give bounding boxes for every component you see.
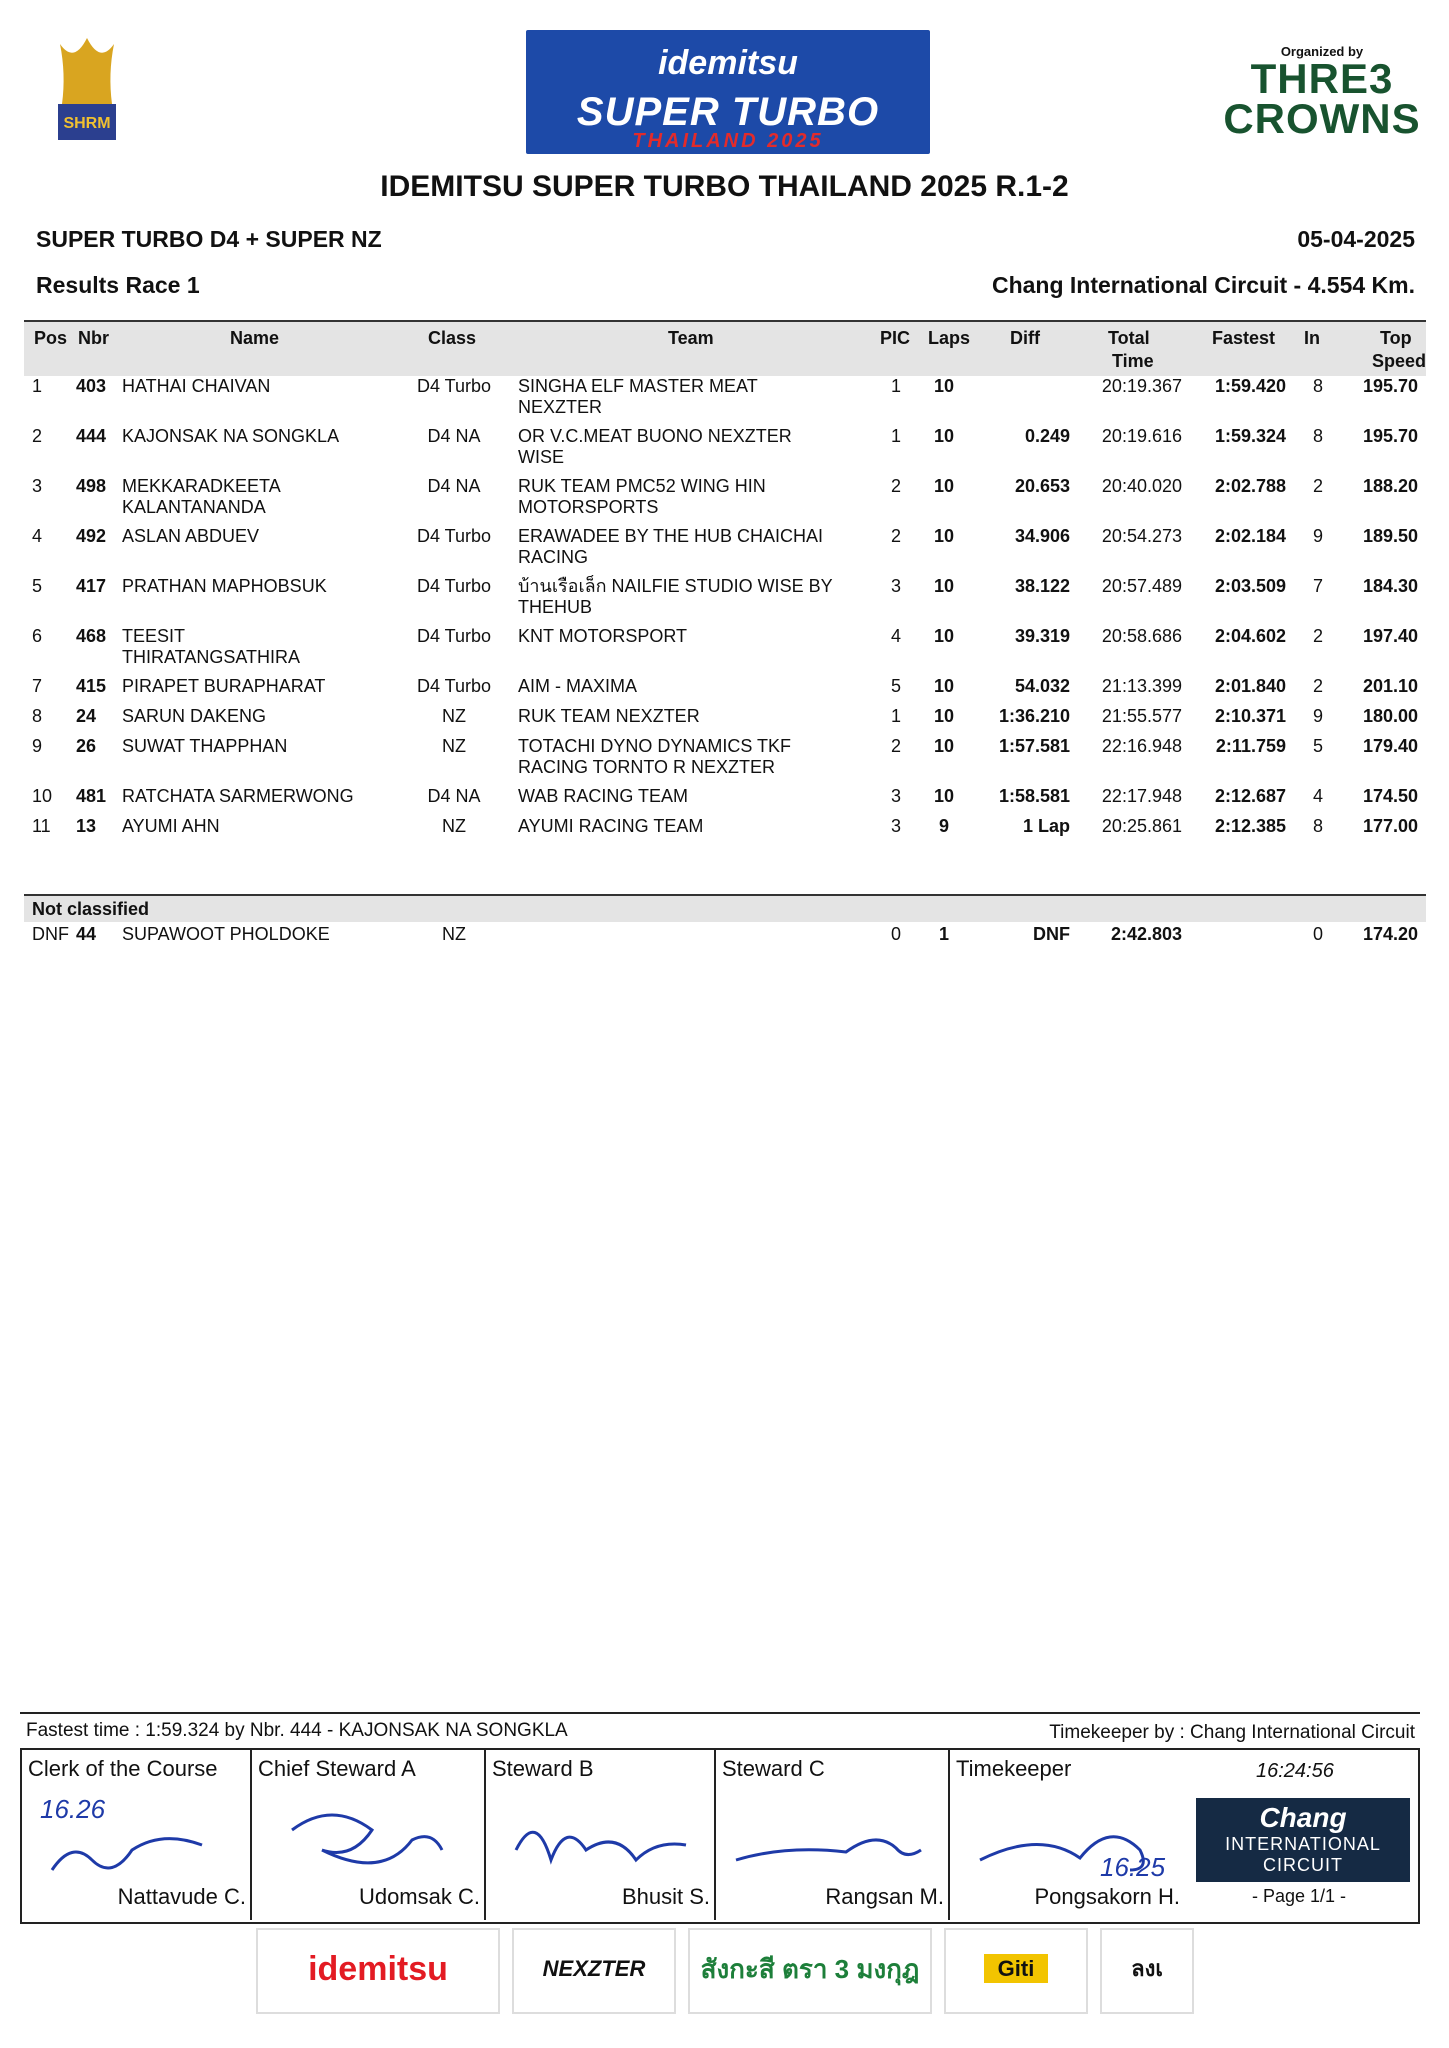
row-laps: 10 — [933, 376, 955, 396]
row-class: D4 Turbo — [416, 676, 492, 696]
signature-name: Pongsakorn H. — [1034, 1884, 1180, 1909]
row-name: MEKKARADKEETA — [122, 476, 281, 496]
row-class: D4 Turbo — [416, 626, 492, 646]
nc-total: 2:42.803 — [1110, 924, 1182, 944]
logo-title-text: SUPER TURBO — [576, 90, 880, 134]
row-total: 22:16.948 — [1101, 736, 1182, 756]
fastest-time-text: Fastest time : 1:59.324 by Nbr. 444 - KAJONSAK NA SONGKLA — [26, 1720, 568, 1741]
row-team: AYUMI RACING TEAM — [518, 816, 704, 836]
row-nbr: 481 — [76, 786, 107, 806]
signature-role: Timekeeper — [956, 1756, 1072, 1781]
shrm-logo — [52, 34, 122, 146]
footer-rule-top — [20, 1712, 1420, 1714]
row-in: 4 — [1312, 786, 1323, 806]
signature-box — [948, 1750, 1186, 1920]
signature-scrawl — [960, 1790, 1160, 1890]
row-nbr: 444 — [76, 426, 107, 446]
table-row — [0, 816, 1449, 860]
table-row — [0, 376, 1449, 420]
row-laps: 10 — [933, 626, 955, 646]
organized-by-label: Organized by — [1280, 44, 1364, 59]
row-laps: 10 — [933, 426, 955, 446]
row-name: TEESIT — [122, 626, 186, 646]
row-fastest: 1:59.324 — [1214, 426, 1286, 446]
row-pic: 2 — [890, 476, 901, 496]
row-pic: 1 — [890, 706, 901, 726]
col-name: Name — [230, 328, 280, 348]
row-in: 8 — [1312, 816, 1323, 836]
row-in: 8 — [1312, 376, 1323, 396]
page-title: IDEMITSU SUPER TURBO THAILAND 2025 R.1-2 — [380, 170, 1069, 203]
row-fastest: 1:59.420 — [1214, 376, 1286, 396]
col-in: In — [1304, 328, 1320, 348]
row-nbr: 498 — [76, 476, 107, 496]
row-nbr: 417 — [76, 576, 107, 596]
row-top-speed: 201.10 — [1362, 676, 1418, 696]
row-total: 20:54.273 — [1101, 526, 1182, 546]
row-nbr: 13 — [76, 816, 97, 836]
col-diff: Diff — [1010, 328, 1040, 348]
row-top-speed: 188.20 — [1362, 476, 1418, 496]
row-team: OR V.C.MEAT BUONO NEXZTER — [518, 426, 792, 446]
row-class: NZ — [442, 816, 466, 836]
row-total: 20:19.616 — [1101, 426, 1182, 446]
row-total: 20:58.686 — [1101, 626, 1182, 646]
col-pos: Pos — [34, 328, 68, 348]
row-pic: 2 — [890, 736, 901, 756]
row-pic: 3 — [890, 816, 901, 836]
row-pos: 1 — [32, 376, 43, 396]
row-pic: 1 — [890, 426, 901, 446]
table-row — [0, 736, 1449, 780]
nc-pos: DNF — [32, 924, 69, 944]
row-total: 21:13.399 — [1101, 676, 1182, 696]
row-diff: 1:57.581 — [998, 736, 1070, 756]
signature-role: Chief Steward A — [258, 1756, 416, 1781]
row-nbr: 415 — [76, 676, 107, 696]
row-laps: 10 — [933, 676, 955, 696]
row-class: D4 Turbo — [416, 376, 492, 396]
timekeeper-by-text: Timekeeper by : Chang International Circuit — [1049, 1722, 1415, 1743]
table-row — [0, 526, 1449, 570]
row-pic: 5 — [890, 676, 901, 696]
signature-stroke — [980, 1837, 1143, 1870]
row-name: SUWAT THAPPHAN — [122, 736, 288, 756]
row-total: 21:55.577 — [1101, 706, 1182, 726]
row-fastest: 2:12.687 — [1214, 786, 1286, 806]
row-diff: 38.122 — [1014, 576, 1070, 596]
table-row — [0, 476, 1449, 520]
row-laps: 10 — [933, 476, 955, 496]
nc-pic: 0 — [890, 924, 901, 944]
row-laps: 10 — [933, 786, 955, 806]
row-pos: 9 — [32, 736, 43, 756]
row-diff: 20.653 — [1014, 476, 1070, 496]
row-team: AIM - MAXIMA — [518, 676, 638, 696]
signature-name: Bhusit S. — [621, 1884, 710, 1909]
chang-logo-line3: CIRCUIT — [1263, 1855, 1343, 1875]
signature-name: Rangsan M. — [825, 1884, 944, 1909]
row-pos: 3 — [32, 476, 43, 496]
row-diff: 1 Lap — [1022, 816, 1070, 836]
shrm-logo-text: SHRM — [63, 115, 111, 132]
row-class: D4 NA — [427, 426, 481, 446]
three-crowns-line2: CROWNS — [1223, 95, 1421, 142]
row-in: 7 — [1312, 576, 1323, 596]
row-in: 9 — [1312, 526, 1323, 546]
row-team-line2: NEXZTER — [518, 397, 603, 417]
row-team-line2: THEHUB — [518, 597, 593, 617]
nc-row — [0, 924, 1449, 948]
sponsor-idemitsu: idemitsu — [256, 1928, 500, 2014]
signature-role: Steward B — [492, 1756, 594, 1781]
row-class: D4 Turbo — [416, 576, 492, 596]
logo-subtitle-text: THAILAND 2025 — [632, 130, 824, 152]
row-name: HATHAI CHAIVAN — [122, 376, 271, 396]
row-diff: 1:36.210 — [998, 706, 1070, 726]
signature-scrawl — [496, 1790, 696, 1890]
row-top-speed: 180.00 — [1362, 706, 1418, 726]
signature-box — [484, 1750, 716, 1920]
row-pos: 8 — [32, 706, 43, 726]
row-total: 22:17.948 — [1101, 786, 1182, 806]
col-fastest: Fastest — [1212, 328, 1276, 348]
row-fastest: 2:03.509 — [1214, 576, 1286, 596]
signature-stroke — [52, 1839, 202, 1870]
sponsor-giti — [944, 1928, 1088, 2014]
row-name-line2: THIRATANGSATHIRA — [122, 647, 301, 667]
signature-scrawl — [726, 1790, 926, 1890]
row-diff: 39.319 — [1014, 626, 1070, 646]
table-row — [0, 576, 1449, 620]
row-fastest: 2:02.788 — [1214, 476, 1286, 496]
circuit-label: Chang International Circuit - 4.554 Km. — [991, 272, 1415, 298]
row-total: 20:57.489 — [1101, 576, 1182, 596]
col-top-1: Top — [1380, 328, 1412, 348]
col-pic: PIC — [880, 328, 911, 348]
row-team: RUK TEAM NEXZTER — [518, 706, 700, 726]
row-name: ASLAN ABDUEV — [122, 526, 260, 546]
row-pic: 4 — [890, 626, 901, 646]
signature-name: Udomsak C. — [358, 1884, 480, 1909]
row-team: SINGHA ELF MASTER MEAT — [518, 376, 758, 396]
signature-role: Steward C — [722, 1756, 825, 1781]
row-pic: 3 — [890, 576, 901, 596]
row-class: D4 Turbo — [416, 526, 492, 546]
sponsor-other: ลงเ — [1100, 1928, 1194, 2014]
row-name: PRATHAN MAPHOBSUK — [122, 576, 327, 596]
row-pos: 11 — [32, 816, 51, 836]
row-nbr: 26 — [76, 736, 97, 756]
row-top-speed: 179.40 — [1362, 736, 1418, 756]
col-team: Team — [668, 328, 714, 348]
signature-scrawl — [32, 1790, 232, 1890]
row-team: KNT MOTORSPORT — [518, 626, 688, 646]
nc-diff: DNF — [1033, 924, 1070, 944]
row-name: RATCHATA SARMERWONG — [122, 786, 354, 806]
date-label: 05-04-2025 — [1297, 226, 1415, 252]
row-top-speed: 189.50 — [1362, 526, 1418, 546]
three-crowns-line1: THRE3 — [1250, 55, 1394, 102]
race-label: Results Race 1 — [36, 272, 200, 298]
row-team-line2: RACING TORNTO R NEXZTER — [518, 757, 776, 777]
row-class: D4 NA — [427, 476, 481, 496]
nc-laps: 1 — [938, 924, 949, 944]
three-crowns-logo — [1222, 44, 1422, 148]
row-name-line2: KALANTANANDA — [122, 497, 266, 517]
row-team-line2: MOTORSPORTS — [518, 497, 659, 517]
row-team: ERAWADEE BY THE HUB CHAICHAI — [518, 526, 824, 546]
row-name: AYUMI AHN — [122, 816, 220, 836]
chang-circuit-logo — [1196, 1798, 1410, 1882]
row-pos: 10 — [32, 786, 53, 806]
row-diff: 1:58.581 — [998, 786, 1070, 806]
col-laps: Laps — [928, 328, 971, 348]
nc-in: 0 — [1312, 924, 1323, 944]
row-team-line2: WISE — [518, 447, 565, 467]
not-classified-label: Not classified — [32, 899, 150, 919]
signature-role: Clerk of the Course — [28, 1756, 218, 1781]
row-top-speed: 177.00 — [1362, 816, 1418, 836]
row-total: 20:40.020 — [1101, 476, 1182, 496]
row-pos: 7 — [32, 676, 43, 696]
row-pos: 4 — [32, 526, 43, 546]
row-laps: 10 — [933, 736, 955, 756]
row-name: SARUN DAKENG — [122, 706, 267, 726]
nc-name: SUPAWOOT PHOLDOKE — [122, 924, 330, 944]
row-fastest: 2:11.759 — [1215, 736, 1286, 756]
nc-nbr: 44 — [76, 924, 97, 944]
row-fastest: 2:10.371 — [1214, 706, 1286, 726]
row-top-speed: 174.50 — [1362, 786, 1418, 806]
row-in: 2 — [1312, 476, 1323, 496]
row-nbr: 468 — [76, 626, 107, 646]
row-class: NZ — [442, 706, 466, 726]
signature-box — [20, 1750, 252, 1920]
nc-class: NZ — [442, 924, 466, 944]
row-team: TOTACHI DYNO DYNAMICS TKF — [518, 736, 792, 756]
sponsor-three-crowns-thai: สังกะสี ตรา 3 มงกุฎ — [688, 1928, 932, 2014]
row-total: 20:19.367 — [1101, 376, 1182, 396]
row-laps: 9 — [938, 816, 949, 836]
row-class: NZ — [442, 736, 466, 756]
row-diff: 34.906 — [1014, 526, 1070, 546]
signature-stroke — [516, 1832, 686, 1860]
row-pos: 6 — [32, 626, 43, 646]
row-team: WAB RACING TEAM — [518, 786, 689, 806]
row-in: 2 — [1312, 626, 1323, 646]
signature-handwritten-note: 16.26 — [40, 1794, 106, 1824]
row-fastest: 2:12.385 — [1214, 816, 1286, 836]
row-name: PIRAPET BURAPHARAT — [122, 676, 326, 696]
super-turbo-logo — [526, 30, 930, 154]
signature-scrawl — [262, 1790, 462, 1890]
table-row — [0, 426, 1449, 470]
category-label: SUPER TURBO D4 + SUPER NZ — [36, 226, 382, 252]
row-diff: 0.249 — [1024, 426, 1070, 446]
sponsor-nexzter: NEXZTER — [512, 1928, 676, 2014]
row-total: 20:25.861 — [1101, 816, 1182, 836]
signature-box — [714, 1750, 950, 1920]
row-pos: 2 — [32, 426, 43, 446]
row-nbr: 403 — [76, 376, 107, 396]
row-team-line2: RACING — [518, 547, 589, 567]
row-laps: 10 — [933, 706, 955, 726]
nc-top: 174.20 — [1362, 924, 1418, 944]
sponsor-giti-label: Giti — [984, 1954, 1049, 1983]
row-nbr: 492 — [76, 526, 107, 546]
chang-logo-line2: INTERNATIONAL — [1225, 1834, 1381, 1854]
row-in: 2 — [1312, 676, 1323, 696]
results-header — [24, 320, 1426, 376]
col-total-2: Time — [1112, 351, 1154, 371]
col-top-2: Speed — [1372, 351, 1427, 371]
page-number: - Page 1/1 - — [1252, 1886, 1347, 1906]
row-pic: 3 — [890, 786, 901, 806]
row-fastest: 2:04.602 — [1214, 626, 1286, 646]
row-top-speed: 184.30 — [1362, 576, 1418, 596]
row-pic: 2 — [890, 526, 901, 546]
row-laps: 10 — [933, 576, 955, 596]
row-fastest: 2:01.840 — [1214, 676, 1286, 696]
row-in: 9 — [1312, 706, 1323, 726]
chang-logo-name: Chang — [1259, 1802, 1347, 1833]
row-class: D4 NA — [427, 786, 481, 806]
row-pic: 1 — [890, 376, 901, 396]
signature-stroke — [736, 1840, 921, 1860]
row-laps: 10 — [933, 526, 955, 546]
row-name: KAJONSAK NA SONGKLA — [122, 426, 340, 446]
col-class: Class — [428, 328, 477, 348]
print-time: 16:24:56 — [1256, 1760, 1334, 1782]
row-top-speed: 195.70 — [1362, 376, 1418, 396]
row-fastest: 2:02.184 — [1214, 526, 1286, 546]
row-nbr: 24 — [76, 706, 97, 726]
row-diff: 54.032 — [1014, 676, 1070, 696]
col-nbr: Nbr — [78, 328, 109, 348]
row-top-speed: 197.40 — [1362, 626, 1418, 646]
col-total-1: Total — [1108, 328, 1150, 348]
signature-handwritten-note: 16.25 — [1100, 1852, 1166, 1882]
row-team: RUK TEAM PMC52 WING HIN — [518, 476, 766, 496]
table-row — [0, 626, 1449, 670]
row-pos: 5 — [32, 576, 43, 596]
row-in: 8 — [1312, 426, 1323, 446]
signature-name: Nattavude C. — [117, 1884, 246, 1909]
row-in: 5 — [1312, 736, 1323, 756]
row-team: บ้านเรือเล็ก NAILFIE STUDIO WISE BY — [518, 576, 833, 596]
signature-stroke — [292, 1815, 442, 1863]
signature-box — [250, 1750, 486, 1920]
row-top-speed: 195.70 — [1362, 426, 1418, 446]
logo-brand-text: idemitsu — [658, 44, 798, 82]
not-classified-band — [24, 894, 1426, 922]
